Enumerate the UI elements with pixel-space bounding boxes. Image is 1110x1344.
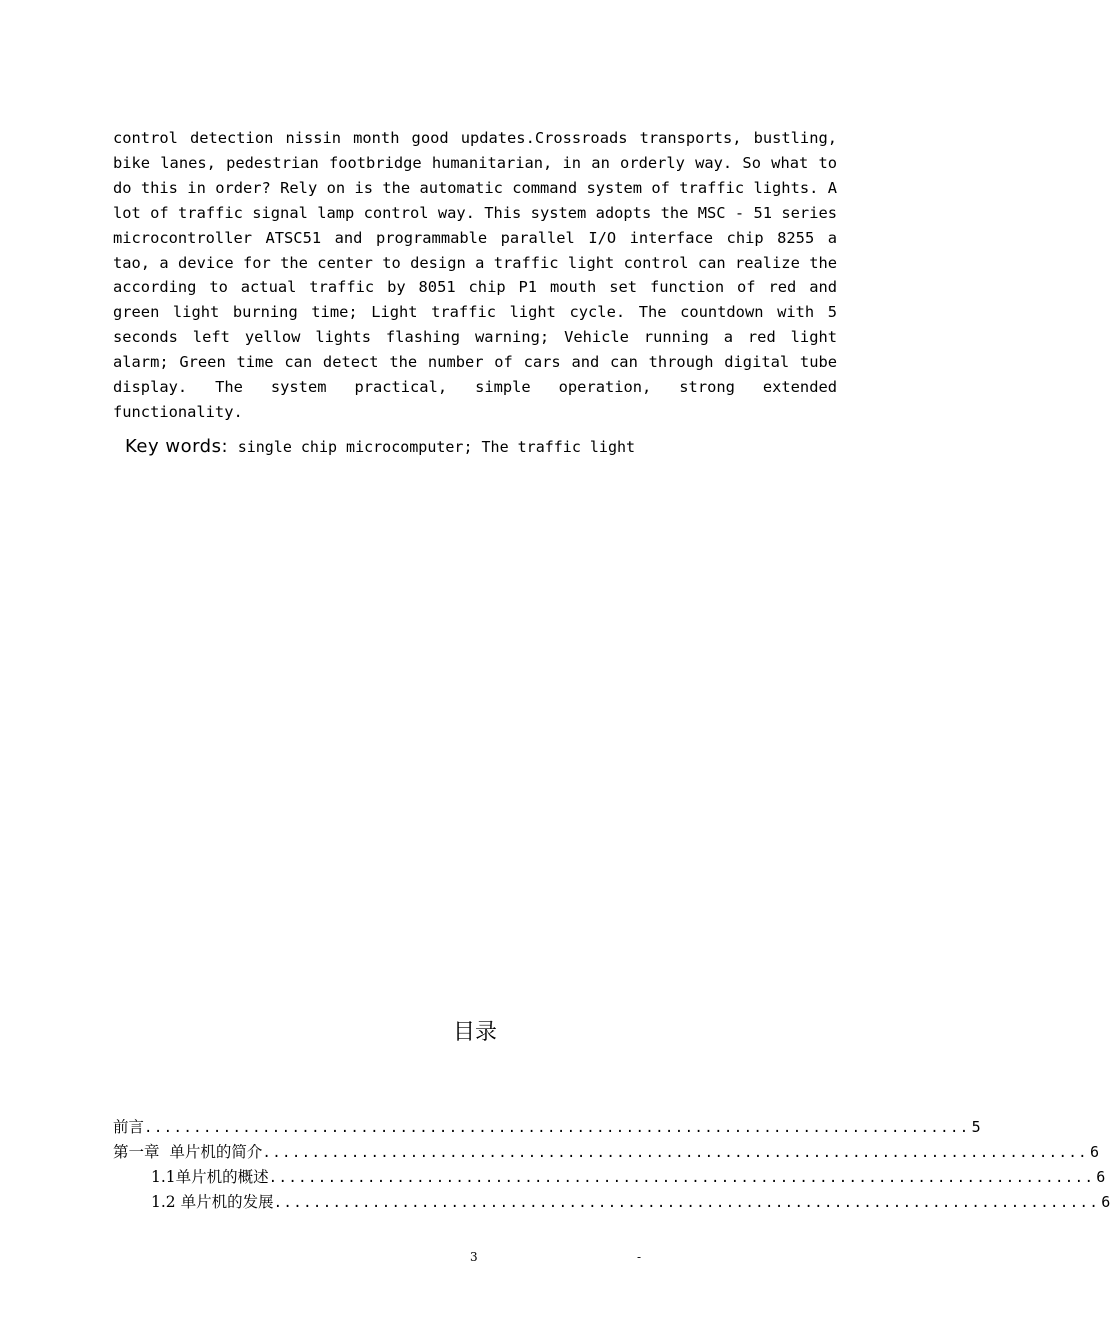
- toc-entry-page: 5: [971, 1118, 981, 1136]
- toc-leader-dots: ....................................................................................: [268, 1170, 1095, 1186]
- toc-entry-label: 1.1单片机的概述: [151, 1168, 269, 1186]
- toc-entry-section-1-1[interactable]: [113, 1165, 1106, 1190]
- footer-page-number: 3: [470, 1250, 478, 1264]
- footer-mark: -: [637, 1250, 642, 1264]
- toc-leader-dots: ....................................................................................: [273, 1195, 1100, 1211]
- toc-entry-chapter-1[interactable]: [113, 1140, 1100, 1165]
- toc-entry-section-1-2[interactable]: [113, 1190, 1110, 1215]
- toc-entry-preface[interactable]: [113, 1115, 981, 1140]
- toc-entry-label: 1.2 单片机的发展: [151, 1193, 274, 1211]
- keywords-label: Key words:: [125, 436, 229, 457]
- toc-entry-label: 前言: [113, 1118, 145, 1136]
- toc-leader-dots: ....................................................................................: [262, 1145, 1088, 1161]
- keywords-line: [125, 436, 825, 457]
- table-of-contents: [113, 1115, 1110, 1215]
- toc-entry-page: 6: [1101, 1193, 1110, 1211]
- keywords-text: single chip microcomputer; The traffic light: [237, 438, 636, 456]
- toc-title: 目录: [452, 1020, 497, 1045]
- toc-entry-page: 6: [1089, 1143, 1100, 1161]
- toc-entry-page: 6: [1096, 1168, 1106, 1186]
- toc-entry-label: 第一章 单片机的简介: [113, 1143, 263, 1161]
- toc-leader-dots: ....................................................................................: [144, 1120, 970, 1136]
- abstract-body: control detection nissin month good updates.Crossroads transports, bustling, bike lanes, pedestrian footbridge humanitarian, in an orderly way. So what to do this in order? Rely on is the automatic command system of traffic lights. A lot of traffic signal lamp control way. This system adopts the MSC - 51 series microcontroller ATSC51 and programmable parallel I/O interface chip 8255 a tao, a device for the center to design a traffic light control can realize the according to actual traffic by 8051 chip P1 mouth set function of red and green light burning time; Light traffic light cycle. The countdown with 5 seconds left yellow lights flashing warning; Vehicle running a red light alarm; Green time can detect the number of cars and can through digital tube display. The system practical, simple operation, strong extended functionality.: [113, 129, 837, 421]
